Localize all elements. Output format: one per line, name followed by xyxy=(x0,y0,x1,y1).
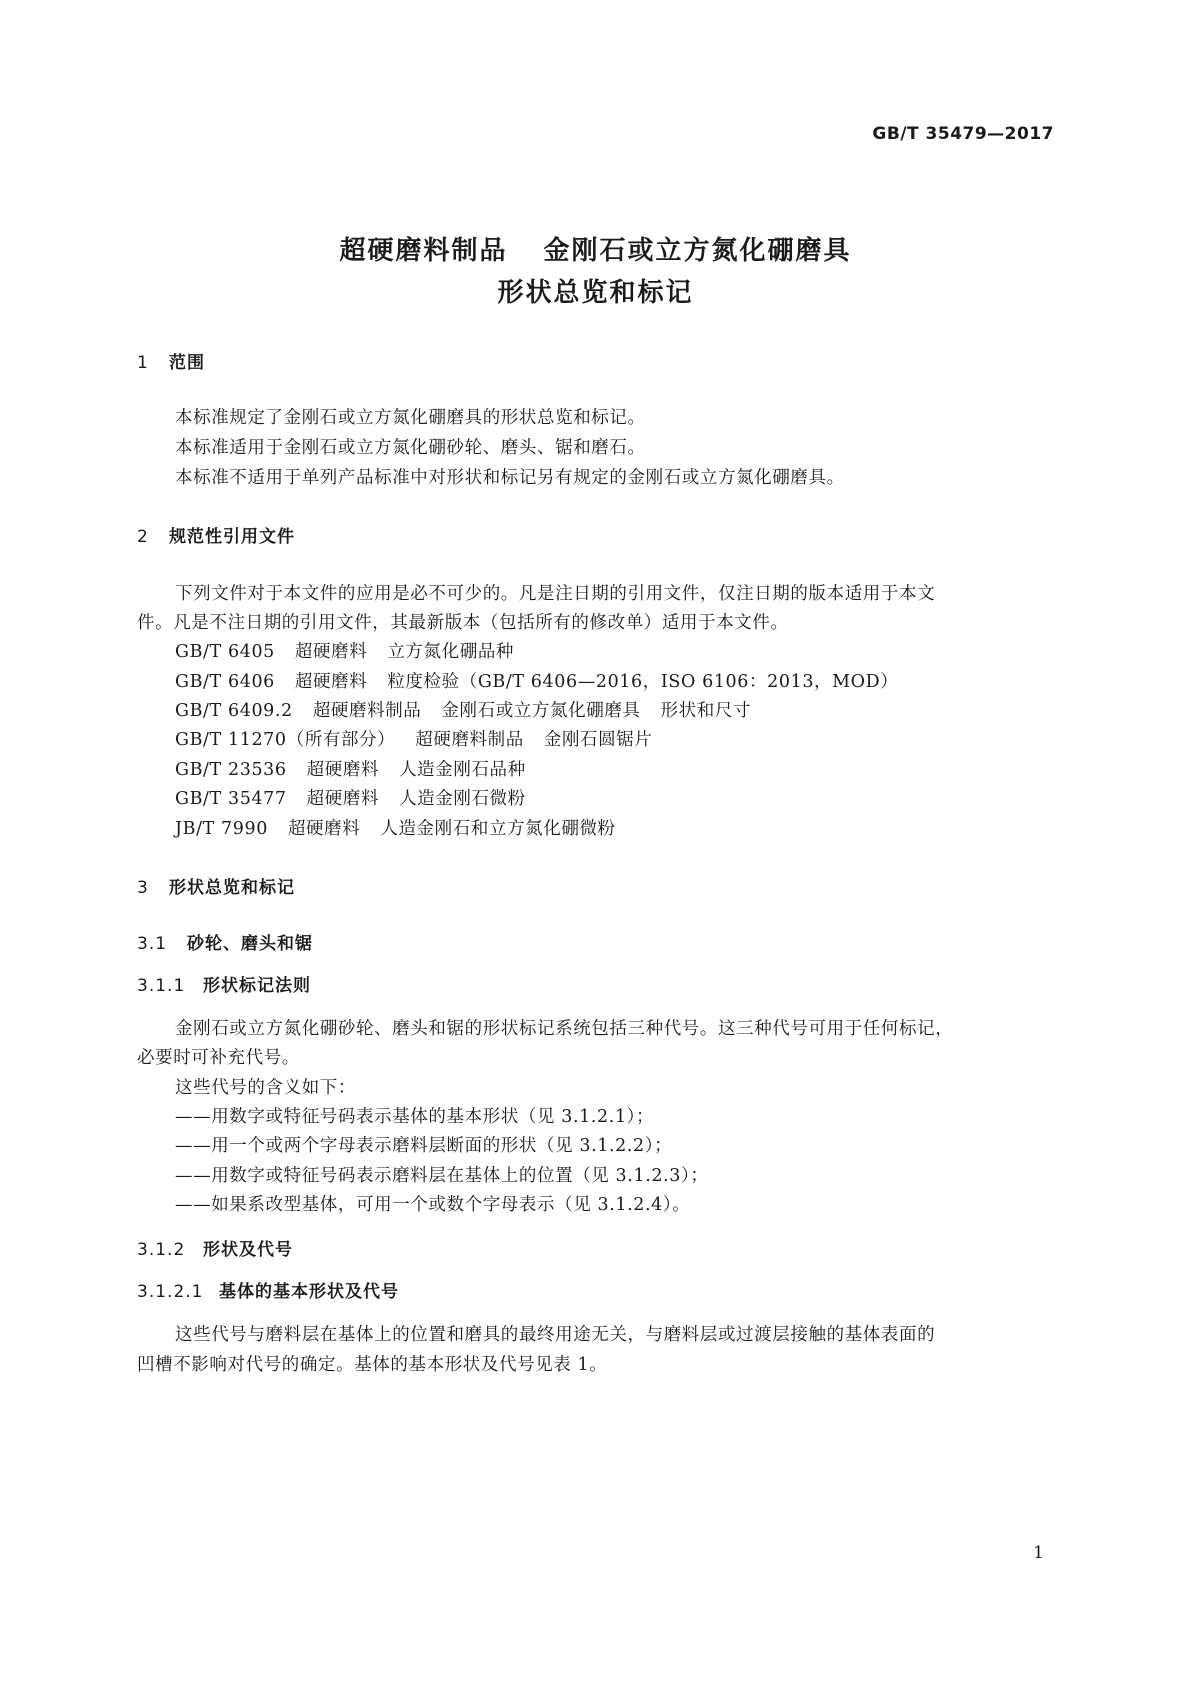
paragraph: 金刚石或立方氮化硼砂轮、磨头和锯的形状标记系统包括三种代号。这三种代号可用于任何标记， xyxy=(175,1019,954,1039)
reference-title-part: 金刚石圆锯片 xyxy=(543,730,653,750)
paragraph-continued: 件。凡是不注日期的引用文件，其最新版本（包括所有的修改单）适用于本文件。 xyxy=(137,613,789,633)
paragraph: 下列文件对于本文件的应用是必不可少的。凡是注日期的引用文件，仅注日期的版本适用于本文 xyxy=(175,584,936,604)
paragraph: 本标准规定了金刚石或立方氮化硼磨具的形状总览和标记。 xyxy=(175,408,646,428)
reference-title-part: 超硬磨料制品 xyxy=(312,701,422,721)
reference-item xyxy=(175,815,616,840)
reference-item xyxy=(175,756,526,781)
paragraph: 这些代号的含义如下： xyxy=(175,1078,356,1098)
reference-title-part: 超硬磨料 xyxy=(287,819,361,839)
section-title: 范围 xyxy=(169,353,205,373)
section-title: 基体的基本形状及代号 xyxy=(219,1282,399,1302)
list-item: ——用数字或特征号码表示基体的基本形状（见 3.1.2.1）； xyxy=(175,1107,655,1127)
document-title-line-2: 形状总览和标记 xyxy=(497,278,694,308)
reference-item xyxy=(175,638,514,663)
list-item: ——用一个或两个字母表示磨料层断面的形状（见 3.1.2.2）； xyxy=(175,1136,673,1156)
reference-title-part: 超硬磨料制品 xyxy=(415,730,524,750)
section-title: 形状及代号 xyxy=(203,1240,293,1260)
section-3-heading xyxy=(137,873,295,898)
paragraph-continued: 凹槽不影响对代号的确定。基体的基本形状及代号见表 1。 xyxy=(137,1355,608,1375)
title-part-1: 超硬磨料制品 xyxy=(339,236,508,266)
reference-code: GB/T 6409.2 xyxy=(175,701,293,721)
reference-title-part: 超硬磨料 xyxy=(306,760,380,780)
section-number: 2 xyxy=(137,527,149,547)
list-item: ——如果系改型基体，可用一个或数个字母表示（见 3.1.2.4）。 xyxy=(175,1195,691,1215)
document-title-line-1 xyxy=(0,230,1191,267)
reference-title-part: 人造金刚石品种 xyxy=(399,760,526,780)
reference-title-part: 超硬磨料 xyxy=(306,789,380,809)
reference-code: GB/T 35477 xyxy=(175,789,287,809)
reference-item xyxy=(175,697,751,722)
reference-code: GB/T 11270（所有部分） xyxy=(175,730,396,750)
reference-title-part: 形状和尺寸 xyxy=(660,701,752,721)
section-number: 3.1.2.1 xyxy=(137,1282,204,1302)
section-title: 规范性引用文件 xyxy=(169,527,295,547)
reference-code: GB/T 6406 xyxy=(175,672,275,692)
reference-item xyxy=(175,668,898,693)
section-title: 形状总览和标记 xyxy=(169,878,295,898)
reference-title-part: 人造金刚石和立方氮化硼微粉 xyxy=(380,819,616,839)
section-number: 3 xyxy=(137,878,149,898)
reference-title-part: 粒度检验（GB/T 6406—2016，ISO 6106：2013，MOD） xyxy=(387,672,899,692)
reference-code: GB/T 23536 xyxy=(175,760,287,780)
paragraph: 本标准不适用于单列产品标准中对形状和标记另有规定的金刚石或立方氮化硼磨具。 xyxy=(175,468,845,488)
section-number: 3.1 xyxy=(137,934,168,954)
paragraph-continued: 必要时可补充代号。 xyxy=(137,1048,300,1068)
reference-code: JB/T 7990 xyxy=(175,819,268,839)
section-3-1-heading xyxy=(137,929,313,954)
list-item: ——用数字或特征号码表示磨料层在基体上的位置（见 3.1.2.3）； xyxy=(175,1166,709,1186)
reference-title-part: 超硬磨料 xyxy=(294,642,368,662)
reference-title-part: 人造金刚石微粉 xyxy=(399,789,526,809)
standard-number: GB/T 35479—2017 xyxy=(872,124,1054,144)
reference-item xyxy=(175,726,652,751)
paragraph: 这些代号与磨料层在基体上的位置和磨具的最终用途无关，与磨料层或过渡层接触的基体表面的 xyxy=(175,1325,936,1345)
section-2-heading xyxy=(137,522,295,547)
section-title: 形状标记法则 xyxy=(203,976,311,996)
section-1-heading xyxy=(137,348,205,373)
reference-title-part: 金刚石或立方氮化硼磨具 xyxy=(441,701,641,721)
section-3-1-1-heading xyxy=(137,971,311,996)
section-title: 砂轮、磨头和锯 xyxy=(187,934,313,954)
section-3-1-2-1-heading xyxy=(137,1277,399,1302)
page-number: 1 xyxy=(1033,1543,1044,1563)
paragraph: 本标准适用于金刚石或立方氮化硼砂轮、磨头、锯和磨石。 xyxy=(175,438,646,458)
reference-item xyxy=(175,785,526,810)
reference-title-part: 立方氮化硼品种 xyxy=(387,642,515,662)
section-3-1-2-heading xyxy=(137,1235,293,1260)
section-number: 3.1.2 xyxy=(137,1240,186,1260)
title-part-2: 金刚石或立方氮化硼磨具 xyxy=(543,236,852,266)
section-number: 1 xyxy=(137,353,149,373)
reference-code: GB/T 6405 xyxy=(175,642,275,662)
section-number: 3.1.1 xyxy=(137,976,186,996)
reference-title-part: 超硬磨料 xyxy=(294,672,368,692)
